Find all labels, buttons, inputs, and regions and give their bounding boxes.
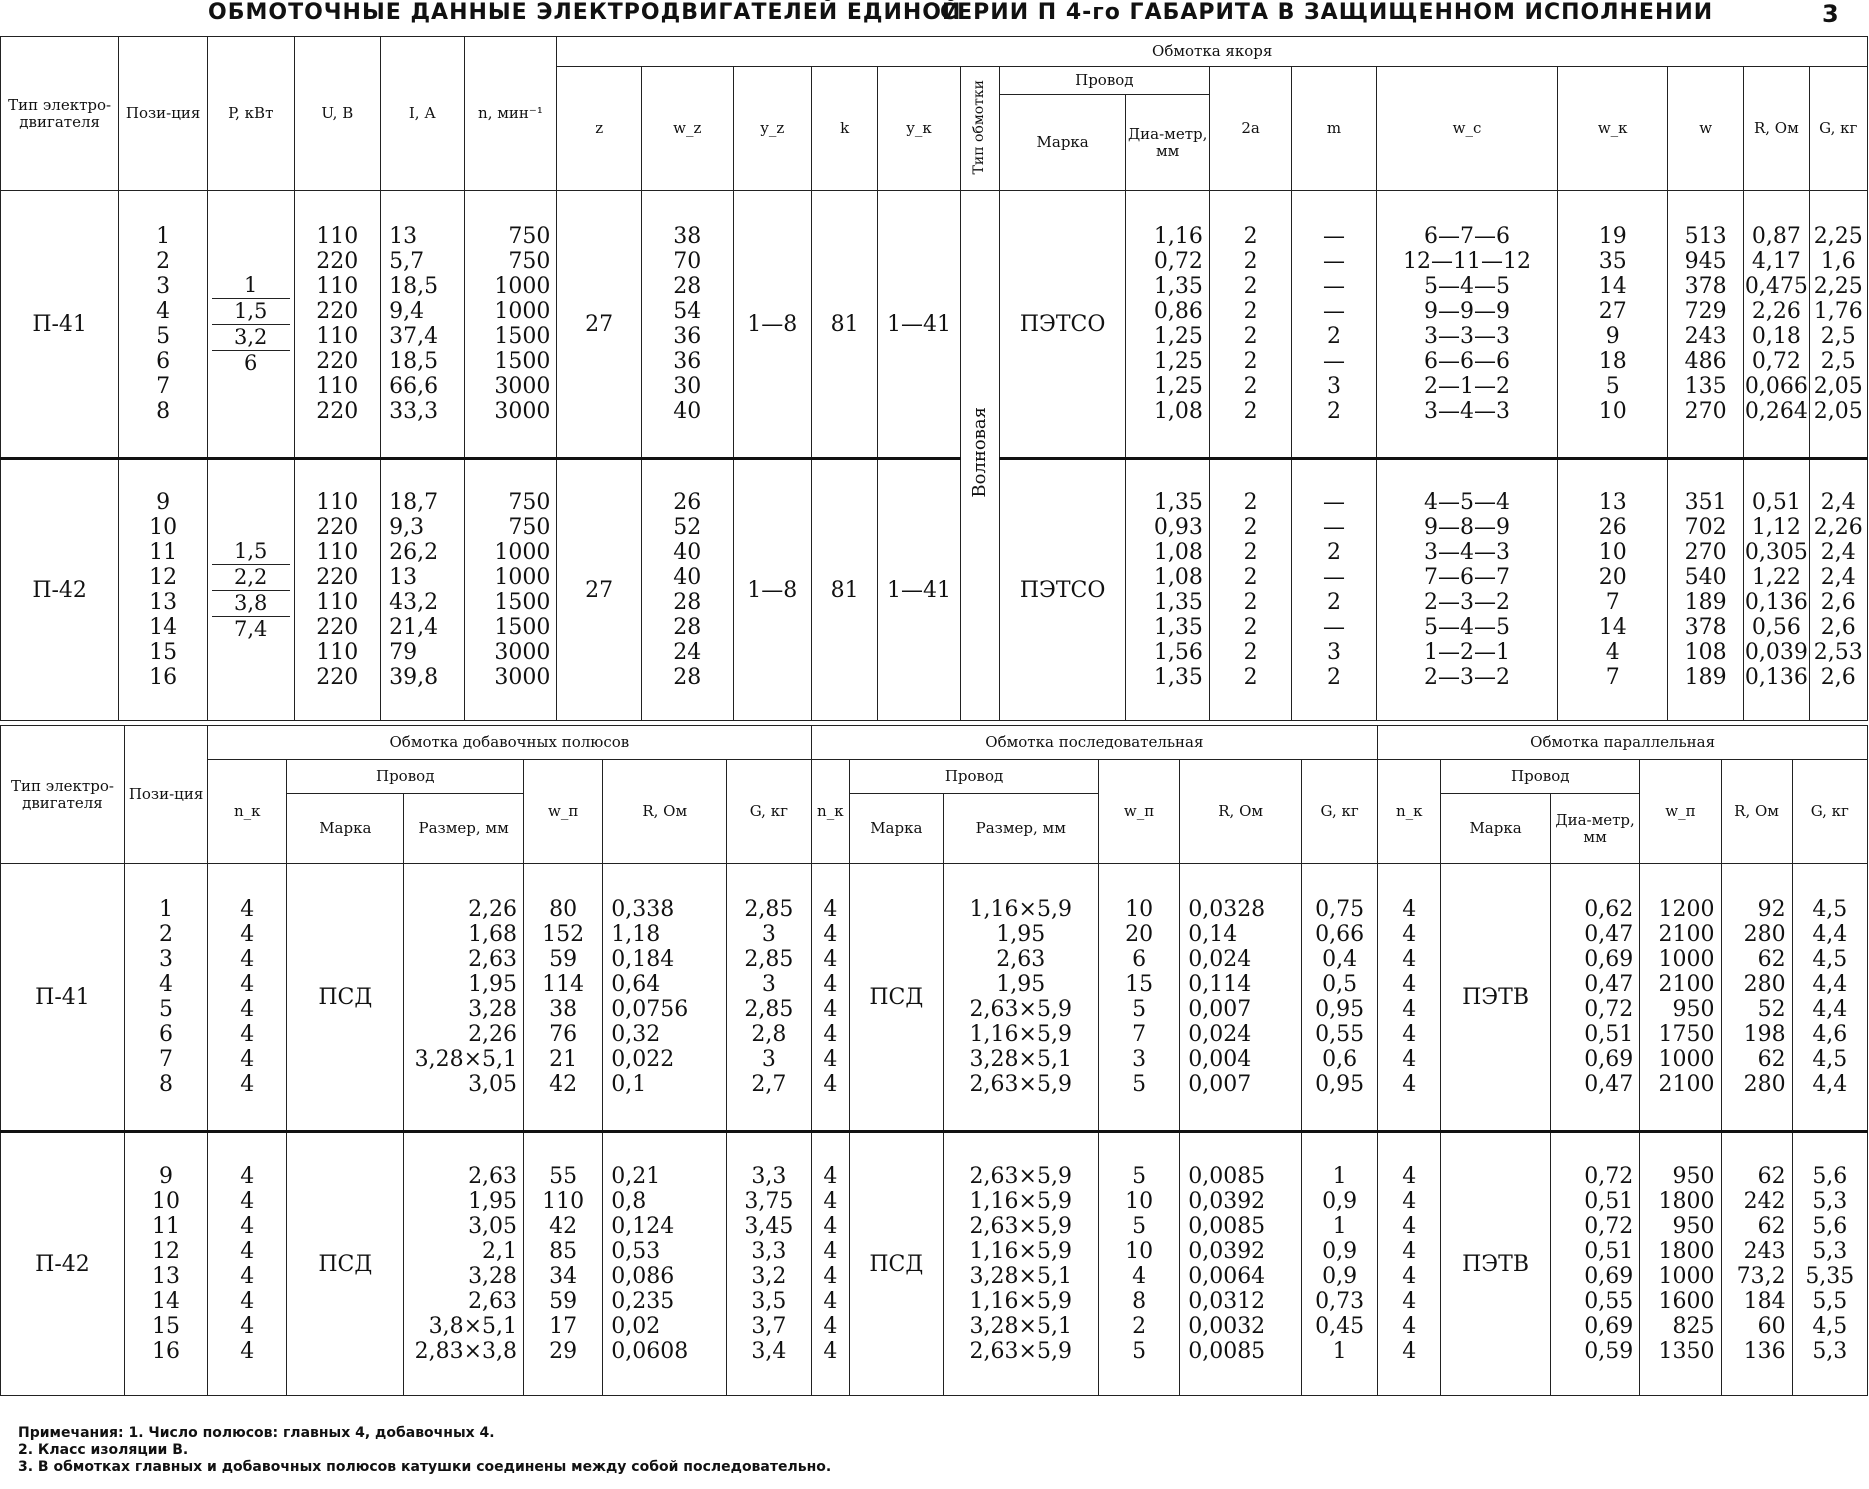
col-voltage: U, В (294, 37, 381, 191)
nk-values: 4 4 4 4 4 4 4 4 (811, 1132, 850, 1396)
power-value: 7,4 (234, 616, 268, 641)
col-nk: n_к (811, 760, 850, 864)
wk-values: 19 35 14 27 9 18 5 10 (1558, 191, 1668, 459)
col-wk: w_к (1558, 67, 1668, 191)
positions: 9 10 11 12 13 14 15 16 (124, 1132, 207, 1396)
title-left: ОБМОТОЧНЫЕ ДАННЫЕ ЭЛЕКТРОДВИГАТЕЛЕЙ ЕДИНОЙ (208, 0, 962, 25)
note-line: 2. Класс изоляции В. (18, 1442, 189, 1458)
currents: 18,7 9,3 26,2 13 43,2 21,4 79 39,8 (381, 459, 464, 721)
wz-values: 38 70 28 54 36 36 30 40 (641, 191, 733, 459)
power-value: 6 (244, 350, 258, 375)
col-power: P, кВт (207, 37, 294, 191)
m-values: — — 2 — 2 — 3 2 (1292, 459, 1376, 721)
k-value: 81 (811, 459, 878, 721)
col-k: k (811, 67, 878, 191)
resistance-values: 0,338 1,18 0,184 0,64 0,0756 0,32 0,022 0,1 (603, 864, 727, 1132)
power-value: 1 (212, 273, 290, 299)
col-mass: G, кг (727, 760, 811, 864)
col-resistance: R, Ом (603, 760, 727, 864)
wp-values: 55 110 42 85 34 59 17 29 (524, 1132, 603, 1396)
2a-values: 2 2 2 2 2 2 2 2 (1209, 459, 1291, 721)
col-nk: n_к (1378, 760, 1441, 864)
col-wire-size: Размер, мм (404, 794, 524, 864)
mass-values: 1 0,9 1 0,9 0,9 0,73 0,45 1 (1302, 1132, 1378, 1396)
mass-values: 2,25 1,6 2,25 1,76 2,5 2,5 2,05 2,05 (1809, 191, 1867, 459)
col-wire-mark: Марка (287, 794, 404, 864)
wire-mark: ПСД (287, 864, 404, 1132)
col-wire-diameter: Диа-метр, мм (1550, 794, 1639, 864)
mass-values: 3,3 3,75 3,45 3,3 3,2 3,5 3,7 3,4 (727, 1132, 811, 1396)
w-values: 513 945 378 729 243 486 135 270 (1668, 191, 1744, 459)
col-wp: w_п (524, 760, 603, 864)
resistance-values: 0,51 1,12 0,305 1,22 0,136 0,56 0,039 0,136 (1744, 459, 1809, 721)
col-wc: w_c (1376, 67, 1558, 191)
wire-diameters: 0,62 0,47 0,69 0,47 0,72 0,51 0,69 0,47 (1550, 864, 1639, 1132)
pole-winding-table (0, 725, 1868, 1396)
col-winding-type: Тип обмотки (971, 79, 988, 174)
title-right: СЕРИИ П 4-го ГАБАРИТА В ЗАЩИЩЕННОМ ИСПОЛНЕНИИ (940, 0, 1714, 25)
col-wire-mark: Марка (1441, 794, 1551, 864)
mass-values: 4,5 4,4 4,5 4,4 4,4 4,6 4,5 4,4 (1792, 864, 1867, 1132)
col-resistance: R, Ом (1721, 760, 1792, 864)
voltages: 110 220 110 220 110 220 110 220 (294, 459, 381, 721)
col-wp: w_п (1098, 760, 1179, 864)
resistance-values: 62 242 62 243 73,2 184 60 136 (1721, 1132, 1792, 1396)
col-mass: G, кг (1809, 67, 1867, 191)
col-z: z (557, 67, 641, 191)
nk-values: 4 4 4 4 4 4 4 4 (1378, 864, 1441, 1132)
power-value: 3,8 (212, 591, 290, 617)
table-row (1, 191, 1868, 459)
wire-group-header: Провод (1441, 760, 1640, 794)
winding-type-value: Волновая (969, 407, 991, 498)
z-value: 27 (557, 191, 641, 459)
nk-values: 4 4 4 4 4 4 4 4 (208, 864, 287, 1132)
col-yk: y_к (878, 67, 960, 191)
col-wire-size: Размер, мм (943, 794, 1098, 864)
col-type: Тип электро-двигателя (1, 726, 125, 864)
col-yz: y_z (733, 67, 811, 191)
col-nk: n_к (208, 760, 287, 864)
series-winding-group: Обмотка последовательная (811, 726, 1378, 760)
col-2a: 2a (1209, 67, 1291, 191)
motor-type: П-41 (1, 864, 125, 1132)
wz-values: 26 52 40 40 28 28 24 28 (641, 459, 733, 721)
w-values: 351 702 270 540 189 378 108 189 (1668, 459, 1744, 721)
wire-mark: ПСД (850, 1132, 943, 1396)
table-row (1, 1132, 1868, 1396)
resistance-values: 92 280 62 280 52 198 62 280 (1721, 864, 1792, 1132)
mass-values: 0,75 0,66 0,4 0,5 0,95 0,55 0,6 0,95 (1302, 864, 1378, 1132)
nk-values: 4 4 4 4 4 4 4 4 (1378, 1132, 1441, 1396)
power-values (212, 273, 290, 376)
motor-type: П-42 (1, 459, 119, 721)
power-value: 3,2 (212, 325, 290, 351)
currents: 13 5,7 18,5 9,4 37,4 18,5 66,6 33,3 (381, 191, 464, 459)
wire-sizes: 2,63 1,95 3,05 2,1 3,28 2,63 3,8×5,1 2,83×3,8 (404, 1132, 524, 1396)
yk-value: 1—41 (878, 191, 960, 459)
wc-values: 4—5—4 9—8—9 3—4—3 7—6—7 2—3—2 5—4—5 1—2—1 2—3—2 (1376, 459, 1558, 721)
col-current: I, А (381, 37, 464, 191)
table-row (1, 864, 1868, 1132)
wp-values: 80 152 59 114 38 76 21 42 (524, 864, 603, 1132)
wire-mark: ПСД (287, 1132, 404, 1396)
col-mass: G, кг (1302, 760, 1378, 864)
power-value: 1,5 (212, 299, 290, 325)
motor-type: П-41 (1, 191, 119, 459)
positions: 1 2 3 4 5 6 7 8 (124, 864, 207, 1132)
col-resistance: R, Ом (1744, 67, 1809, 191)
wp-values: 950 1800 950 1800 1000 1600 825 1350 (1640, 1132, 1721, 1396)
wire-sizes: 1,16×5,9 1,95 2,63 1,95 2,63×5,9 1,16×5,9 3,28×5,1 2,63×5,9 (943, 864, 1098, 1132)
nk-values: 4 4 4 4 4 4 4 4 (208, 1132, 287, 1396)
wp-values: 10 20 6 15 5 7 3 5 (1098, 864, 1179, 1132)
resistance-values: 0,21 0,8 0,124 0,53 0,086 0,235 0,02 0,0608 (603, 1132, 727, 1396)
resistance-values: 0,87 4,17 0,475 2,26 0,18 0,72 0,066 0,264 (1744, 191, 1809, 459)
mass-values: 2,4 2,26 2,4 2,4 2,6 2,6 2,53 2,6 (1809, 459, 1867, 721)
col-mass: G, кг (1792, 760, 1867, 864)
note-line: 3. В обмотках главных и добавочных полюсов катушки соединены между собой последовательно. (18, 1459, 832, 1475)
yz-value: 1—8 (733, 459, 811, 721)
yz-value: 1—8 (733, 191, 811, 459)
col-resistance: R, Ом (1180, 760, 1302, 864)
wk-values: 13 26 10 20 7 14 4 7 (1558, 459, 1668, 721)
table-row (1, 459, 1868, 721)
page-number: 3 (1822, 0, 1840, 28)
wire-sizes: 2,26 1,68 2,63 1,95 3,28 2,26 3,28×5,1 3,05 (404, 864, 524, 1132)
armature-winding-table (0, 36, 1868, 721)
power-value: 1,5 (212, 539, 290, 565)
wire-mark: ПЭТВ (1441, 1132, 1551, 1396)
resistance-values: 0,0328 0,14 0,024 0,114 0,007 0,024 0,004 0,007 (1180, 864, 1302, 1132)
additional-poles-group: Обмотка добавочных полюсов (208, 726, 811, 760)
m-values: — — — — 2 — 3 2 (1292, 191, 1376, 459)
col-m: m (1292, 67, 1376, 191)
z-value: 27 (557, 459, 641, 721)
col-speed: n, мин⁻¹ (464, 37, 557, 191)
col-position: Пози-ция (124, 726, 207, 864)
2a-values: 2 2 2 2 2 2 2 2 (1209, 191, 1291, 459)
wp-values: 5 10 5 10 4 8 2 5 (1098, 1132, 1179, 1396)
col-type: Тип электро-двигателя (1, 37, 119, 191)
k-value: 81 (811, 191, 878, 459)
power-values (212, 539, 290, 642)
wire-diameters: 0,72 0,51 0,72 0,51 0,69 0,55 0,69 0,59 (1550, 1132, 1639, 1396)
wire-mark: ПЭТСО (999, 191, 1126, 459)
col-wire-mark: Марка (850, 794, 943, 864)
col-wz: w_z (641, 67, 733, 191)
wire-group-header: Провод (850, 760, 1099, 794)
power-value: 2,2 (212, 565, 290, 591)
wp-values: 1200 2100 1000 2100 950 1750 1000 2100 (1640, 864, 1721, 1132)
speeds: 750 750 1000 1000 1500 1500 3000 3000 (464, 191, 557, 459)
wire-group-header: Провод (287, 760, 524, 794)
motor-type: П-42 (1, 1132, 125, 1396)
mass-values: 2,85 3 2,85 3 2,85 2,8 3 2,7 (727, 864, 811, 1132)
wire-diameters: 1,16 0,72 1,35 0,86 1,25 1,25 1,25 1,08 (1126, 191, 1209, 459)
resistance-values: 0,0085 0,0392 0,0085 0,0392 0,0064 0,0312 0,0032 0,0085 (1180, 1132, 1302, 1396)
col-wp: w_п (1640, 760, 1721, 864)
note-line: Примечания: 1. Число полюсов: главных 4, добавочных 4. (18, 1425, 495, 1441)
col-position: Пози-ция (119, 37, 208, 191)
wire-mark: ПСД (850, 864, 943, 1132)
parallel-winding-group: Обмотка параллельная (1378, 726, 1868, 760)
nk-values: 4 4 4 4 4 4 4 4 (811, 864, 850, 1132)
positions: 1 2 3 4 5 6 7 8 (119, 191, 208, 459)
wire-group-header: Провод (999, 67, 1209, 95)
col-wire-mark: Марка (999, 95, 1126, 191)
wc-values: 6—7—6 12—11—12 5—4—5 9—9—9 3—3—3 6—6—6 2—1—2 3—4—3 (1376, 191, 1558, 459)
wire-mark: ПЭТСО (999, 459, 1126, 721)
mass-values: 5,6 5,3 5,6 5,3 5,35 5,5 4,5 5,3 (1792, 1132, 1867, 1396)
wire-mark: ПЭТВ (1441, 864, 1551, 1132)
speeds: 750 750 1000 1000 1500 1500 3000 3000 (464, 459, 557, 721)
notes (18, 1425, 831, 1476)
positions: 9 10 11 12 13 14 15 16 (119, 459, 208, 721)
yk-value: 1—41 (878, 459, 960, 721)
armature-group-header: Обмотка якоря (557, 37, 1868, 67)
voltages: 110 220 110 220 110 220 110 220 (294, 191, 381, 459)
wire-diameters: 1,35 0,93 1,08 1,08 1,35 1,35 1,56 1,35 (1126, 459, 1209, 721)
col-w: w (1668, 67, 1744, 191)
col-wire-diameter: Диа-метр, мм (1126, 95, 1209, 191)
wire-sizes: 2,63×5,9 1,16×5,9 2,63×5,9 1,16×5,9 3,28×5,1 1,16×5,9 3,28×5,1 2,63×5,9 (943, 1132, 1098, 1396)
